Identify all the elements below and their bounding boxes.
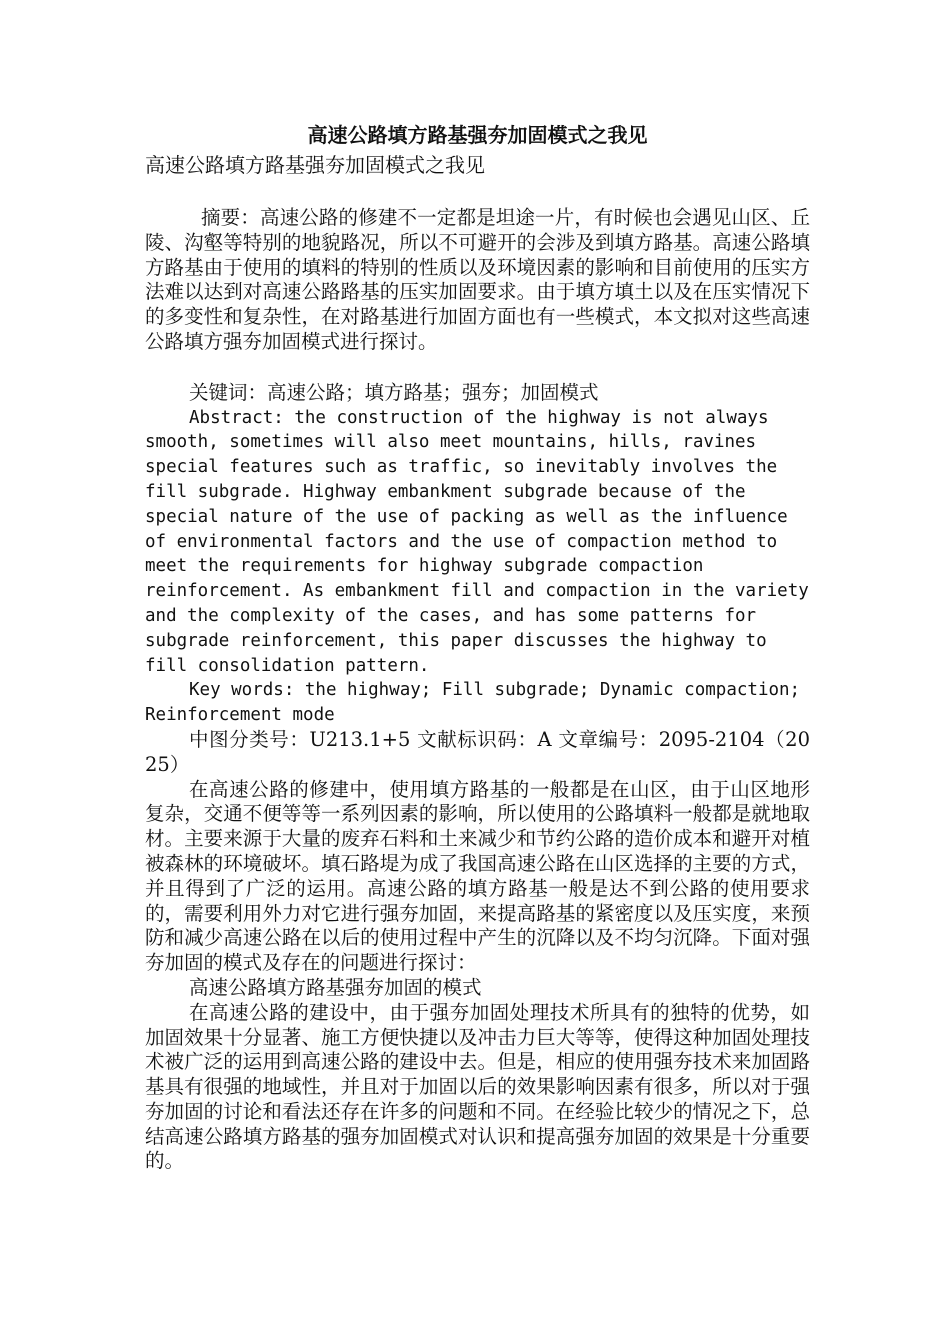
section-heading: 高速公路填方路基强夯加固的模式 (189, 975, 482, 999)
document-title: 高速公路填方路基强夯加固模式之我见 (307, 123, 648, 147)
paragraph-gap (145, 355, 810, 381)
keywords-english: Key words: the highway; Fill subgrade; Dynamic compaction; Reinforcement mode (145, 680, 801, 726)
document-body (145, 120, 810, 1174)
section-paragraph: 在高速公路的建设中，由于强夯加固处理技术所具有的独特的优势，如加固效果十分显著、施工方便快捷以及冲击力巨大等等，使得这种加固处理技术被广泛的运用到高速公路的建设中去。但是，相应的使用强夯技术来加固路基具有很强的地域性，并且对于加固以后的效果影响因素有很多，所以对于强夯加固的讨论和看法还存在许多的问题和不同。在经验比较少的情况之下，总结高速公路填方路基的强夯加固模式对认识和提高强夯加固的效果是十分重要的。 (145, 1000, 810, 1173)
classification-line: 中图分类号：U213.1+5 文献标识码：A 文章编号：2095-2104（2025） (145, 727, 810, 776)
keywords-chinese: 关键词：高速公路；填方路基；强夯；加固模式 (189, 380, 599, 404)
abstract-english: Abstract: the construction of the highway is not always smooth, sometimes will also meet mountains, hills, ravines special features such as traffic, so inevitably involves the fill subgrade. Highway embankment subgrade because of the special nature of the use of packing as well as the influence of environmental factors and the use of compaction method to meet the requirements for highway subgrade compaction reinforcement. As embankment fill and compaction in the variety and the complexity of the cases, and has some patterns for subgrade reinforcement, this paper discusses the highway to fill consolidation pattern. (145, 407, 809, 676)
document-subtitle: 高速公路填方路基强夯加固模式之我见 (145, 153, 485, 177)
intro-paragraph: 在高速公路的修建中，使用填方路基的一般都是在山区，由于山区地形复杂，交通不便等等一系列因素的影响，所以使用的公路填料一般都是就地取材。主要来源于大量的废弃石料和土来减少和节约公路的造价成本和避开对植被森林的环境破坏。填石路堤为成了我国高速公路在山区选择的主要的方式，并且得到了广泛的运用。高速公路的填方路基一般是达不到公路的使用要求的，需要利用外力对它进行强夯加固，来提高路基的紧密度以及压实度，来预防和减少高速公路在以后的使用过程中产生的沉降以及不均匀沉降。下面对强夯加固的模式及存在的问题进行探讨： (145, 777, 810, 975)
abstract-chinese: 摘要：高速公路的修建不一定都是坦途一片，有时候也会遇见山区、丘陵、沟壑等特别的地貌路况，所以不可避开的会涉及到填方路基。高速公路填方路基由于使用的填料的特别的性质以及环境因素的影响和目前使用的压实方法难以达到对高速公路路基的压实加固要求。由于填方填土以及在压实情况下的多变性和复杂性，在对路基进行加固方面也有一些模式，本文拟对这些高速公路填方强夯加固模式进行探讨。 (145, 206, 810, 353)
